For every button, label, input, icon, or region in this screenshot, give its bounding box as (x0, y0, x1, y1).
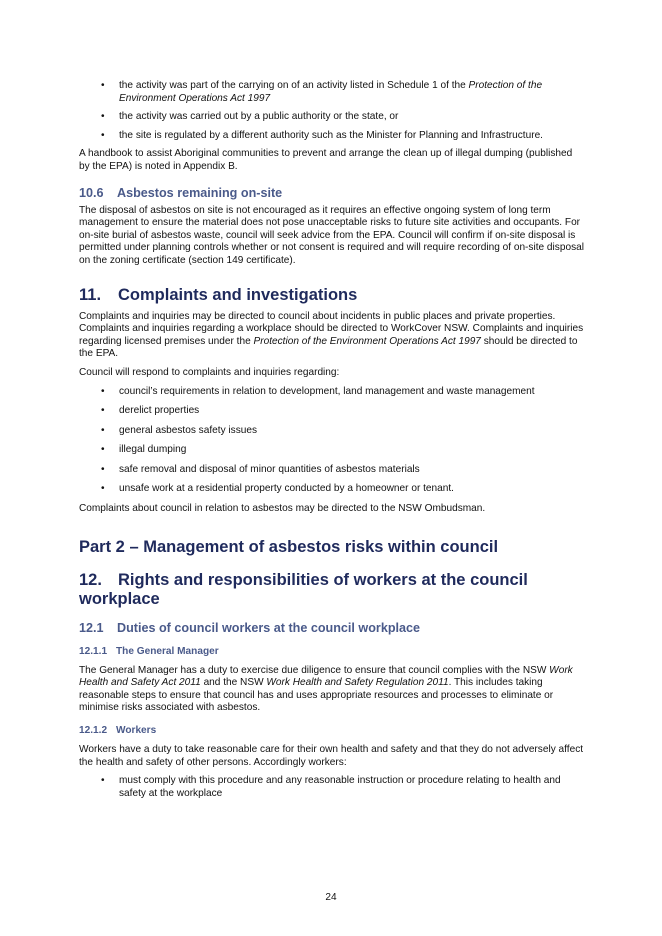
list-item: • safe removal and disposal of minor quantities of asbestos materials (101, 463, 420, 475)
handbook-paragraph: A handbook to assist Aboriginal communities to prevent and arrange the clean up of illegal dumping (published by the EPA) is noted in Appendix B. (79, 148, 573, 172)
bullet-icon: • (101, 424, 105, 436)
section-11-heading (79, 286, 584, 305)
complaints-list (79, 386, 584, 497)
section-title: The General Manager (116, 645, 219, 657)
bullet-icon: • (101, 385, 105, 397)
list-item (79, 111, 584, 124)
list-item-text: the activity was part of the carrying on of an activity listed in Schedule 1 of the (119, 80, 469, 91)
part-2-heading: Part 2 – Management of asbestos risks within council (79, 537, 499, 556)
bullet-icon: • (101, 775, 105, 787)
page-number: 24 (325, 892, 337, 903)
bullet-icon: • (101, 111, 105, 123)
section-11-paragraph-2: Council will respond to complaints and inquiries regarding: (79, 366, 340, 378)
list-item-text: the site is regulated by a different authority such as the Minister for Planning and Infrastructure. (119, 129, 543, 141)
bullet-icon: • (101, 129, 105, 141)
list-item-text: the activity was carried out by a public authority or the state, or (119, 111, 399, 123)
section-10-6-heading (79, 186, 584, 201)
list-item: • derelict properties (101, 405, 200, 417)
section-12-1-heading (79, 621, 584, 636)
section-11-paragraph-1: Complaints and inquiries may be directed to council about incidents in public places and private properties. Complaints and inquiries regarding a workplace should be directed to WorkCover NSW. Complaints and inquiries regarding licensed premises under the Protection of the Environment Operations Act 1997 should be directed to the EPA. (79, 310, 584, 360)
section-number: 12.1.1 (79, 645, 108, 657)
bullet-icon: • (101, 80, 105, 91)
list-item: • must comply with this procedure and any reasonable instruction or procedure relating to health and safety at the workplace (101, 775, 561, 799)
bullet-icon: • (101, 483, 105, 495)
workers-list (79, 775, 584, 800)
section-title: Asbestos remaining on-site (117, 185, 283, 200)
bullet-list-top (79, 80, 584, 142)
act-title: Work Health and Safety Act 2011 (79, 664, 573, 689)
section-10-6-paragraph: The disposal of asbestos on site is not encouraged as it requires an effective ongoing system of long term management to ensure the material does not pose unacceptable risks to future site activities and occupants. For on-site burial of asbestos waste, council will seek advice from the EPA. Council will confirm if on-site disposal is permitted under planning controls whether or not consent is required and will require recording of on-site disposal on the zoning certificate (section 149 certificate). (79, 204, 584, 266)
section-12-1-2-heading (79, 725, 584, 737)
page-content (79, 80, 584, 806)
section-number: 11. (79, 285, 102, 304)
section-title: Rights and responsibilities of workers at the council workplace (79, 570, 528, 608)
regulation-title: Work Health and Safety Regulation 2011 (266, 677, 449, 689)
list-item: • council’s requirements in relation to development, land management and waste management (101, 385, 535, 397)
list-item: • general asbestos safety issues (101, 424, 258, 436)
list-item: • unsafe work at a residential property conducted by a homeowner or tenant. (101, 483, 454, 495)
act-title: Protection of the Environment Operations Act 1997 (119, 80, 543, 104)
section-12-1-1-heading (79, 646, 584, 658)
section-12-heading (79, 571, 584, 609)
section-title: Duties of council workers at the council workplace (117, 620, 421, 635)
section-number: 12. (79, 570, 102, 589)
section-12-1-1-paragraph: The General Manager has a duty to exercise due diligence to ensure that council complies with the NSW Work Health and Safety Act 2011 and the NSW Work Health and Safety Regulation 2011. This includes taking reasonable steps to ensure that council has and uses appropriate resources and processes to eliminate or minimise risks associated with asbestos. (79, 664, 573, 714)
bullet-icon: • (101, 444, 105, 456)
section-number: 12.1 (79, 620, 104, 635)
section-12-1-2-paragraph: Workers have a duty to take reasonable care for their own health and safety and that they do not adversely affect the health and safety of other persons. Accordingly workers: (79, 744, 584, 768)
section-title: Workers (116, 725, 157, 737)
list-item (79, 80, 584, 105)
act-title: Protection of the Environment Operations Act 1997 (253, 335, 481, 347)
section-number: 10.6 (79, 185, 104, 200)
section-11-paragraph-3: Complaints about council in relation to asbestos may be directed to the NSW Ombudsman. (79, 503, 486, 515)
section-number: 12.1.2 (79, 725, 108, 737)
section-title: Complaints and investigations (118, 285, 358, 304)
bullet-icon: • (101, 463, 105, 475)
list-item: • illegal dumping (101, 444, 187, 456)
bullet-icon: • (101, 405, 105, 417)
list-item (79, 130, 584, 143)
